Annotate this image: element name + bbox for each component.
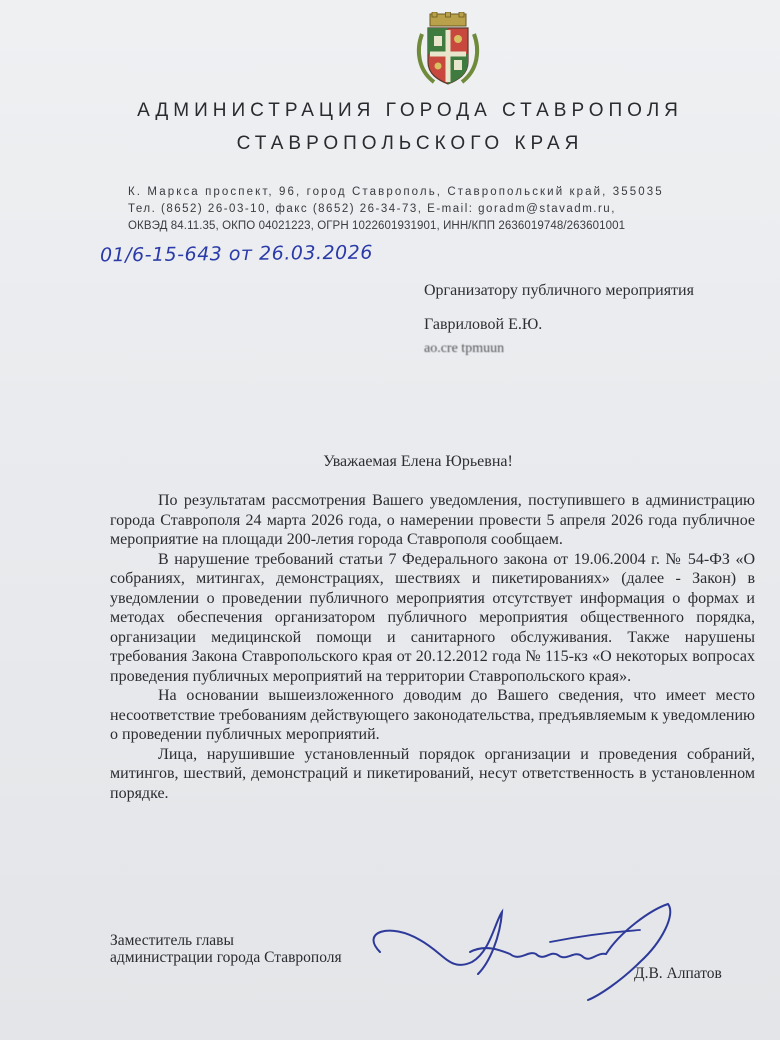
registry-codes-line: ОКВЭД 84.11.35, ОКПО 04021223, ОГРН 1022601931901, ИНН/КПП 2636019748/263601001 [128, 220, 626, 232]
organization-subtitle: СТАВРОПОЛЬСКОГО КРАЯ [236, 133, 584, 154]
paragraph: По результатам рассмотрения Вашего уведомления, поступившего в администрацию города Ставрополя 24 марта 2026 года, о намерении провести 5 апреля 2026 года публичное мероприятие на площади 200-летия города Ставрополя сообщаем. [110, 492, 755, 548]
paragraph: На основании вышеизложенного доводим до Вашего сведения, что имеет место несоответствие требованиям действующего законодательства, предъявляемым к уведомлению о проведении публичных мероприятий. [110, 687, 755, 743]
address-line: К. Маркса проспект, 96, город Ставрополь, Ставропольский край, 355035 [128, 186, 664, 198]
signatory-position [110, 932, 342, 966]
recipient-address-blurred: ao.cre tpmuun [424, 341, 505, 356]
signatory-name: Д.В. Алпатов [634, 965, 722, 982]
recipient-role: Организатору публичного мероприятия [424, 282, 694, 299]
organization-title: АДМИНИСТРАЦИЯ ГОРОДА СТАВРОПОЛЯ [137, 100, 683, 121]
greeting: Уважаемая Елена Юрьевна! [323, 453, 513, 470]
handwritten-signature [350, 892, 680, 1002]
registration-number: 01/6-15-643 от 26.03.2026 [99, 241, 373, 267]
position-line: Заместитель главы [110, 932, 234, 949]
city-coat-of-arms-icon [414, 12, 482, 86]
position-line: администрации города Ставрополя [110, 949, 342, 966]
paragraph: Лица, нарушившие установленный порядок организации и проведения собраний, митингов, шествий, демонстраций и пикетирований, несут ответственность в установленном порядке. [110, 745, 755, 802]
contacts-line: Тел. (8652) 26-03-10, факс (8652) 26-34-73, E-mail: goradm@stavadm.ru, [128, 203, 616, 215]
paragraph: В нарушение требований статьи 7 Федерального закона от 19.06.2004 г. № 54-ФЗ «О собраниях, митингах, демонстрациях, шествиях и пикетированиях» (далее - Закон) в уведомлении о проведении публичного мероприятия отсутствует информация о формах и методах обеспечения организатором публичного мероприятия общественного порядка, организации медицинской помощи и санитарного обслуживания. Также нарушены требования Закона Ставропольского края от 20.12.2012 года № 115-кз «О некоторых вопросах проведения публичных мероприятий на территории Ставропольского края». [110, 550, 755, 685]
letter-body [110, 491, 755, 803]
recipient-name: Гавриловой Е.Ю. [424, 316, 543, 333]
